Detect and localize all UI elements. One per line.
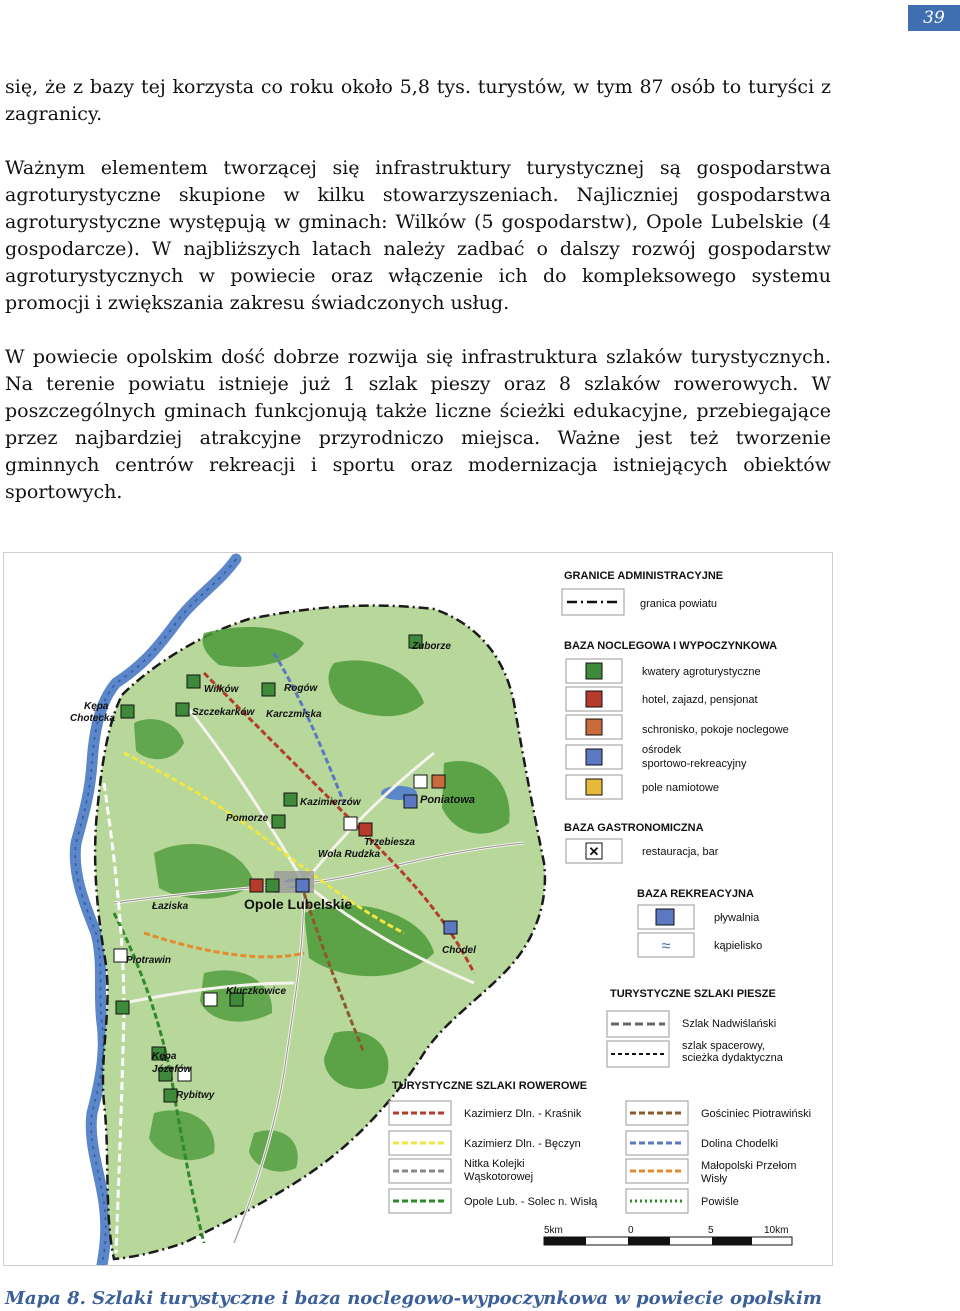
scale-label: 5km	[544, 1225, 563, 1236]
legend-lodging-item: sportowo-rekreacyjny	[642, 758, 747, 770]
legend-bike-title: TURYSTYCZNE SZLAKI ROWEROWE	[392, 1080, 588, 1092]
place-label: Karczmiska	[266, 709, 322, 720]
place-label: Kępa	[152, 1051, 177, 1062]
legend-bike-item: Powiśle	[701, 1196, 739, 1208]
legend-bike-item: Gościniec Piotrawiński	[701, 1108, 812, 1120]
place-label: Poniatowa	[420, 794, 476, 806]
map-caption: Mapa 8. Szlaki turystyczne i baza noclegowo-wypoczynkowa w powiecie opolskim	[5, 1288, 822, 1309]
scale-label: 5	[708, 1225, 714, 1236]
legend-lodging-item: hotel, zajazd, pensjonat	[642, 694, 758, 706]
legend-lodging-item: ośrodek	[642, 744, 682, 756]
legend-rec-item: kąpielisko	[714, 940, 763, 952]
legend-lodging-item: schronisko, pokoje noclegowe	[642, 724, 789, 736]
place-label: Kluczkowice	[226, 986, 287, 997]
place-label: Piotrawin	[126, 955, 172, 966]
legend-lodging-item: kwatery agroturystyczne	[642, 666, 761, 678]
paragraph-2: Ważnym elementem tworzącej się infrastruktury turystycznej są gospodarstwa agroturystyczne skupione w kilku stowarzyszeniach. Najliczniej gospodarstwa agroturystyczne występują w gminach: Wilków (5 gospodarstw), Opole Lubelskie (4 gospodarcze). W najbliższych latach należy zadbać o dalszy rozwój gospodarstw agroturystycznych w powiecie oraz włączenie ich do kompleksowego systemu promocji i zwiększania zakresu świadczonych usług.	[5, 157, 831, 314]
scale-label: 0	[628, 1225, 634, 1236]
legend-bike-item: Wisły	[701, 1173, 728, 1185]
place-label: Wilków	[204, 684, 239, 695]
cross-mark-icon: ✕	[588, 844, 600, 859]
beach-wave-icon: ≈	[661, 938, 671, 955]
place-label: Rogów	[284, 683, 318, 694]
legend-rec-item: pływalnia	[714, 912, 760, 924]
tourism-map	[3, 552, 833, 1266]
scale-label: 10km	[764, 1225, 789, 1236]
agrotourism-icon	[586, 663, 602, 679]
legend-bike-item: Wąskotorowej	[464, 1171, 534, 1183]
hostel-icon	[586, 719, 602, 735]
legend-bike-item: Małopolski Przełom	[701, 1160, 797, 1172]
pool-icon	[656, 909, 674, 925]
legend-gastro-item: restauracja, bar	[642, 846, 719, 858]
place-label: Kępa	[84, 701, 109, 712]
recreation-center-icon	[586, 749, 602, 765]
legend-bike-item: Kazimierz Dln. - Bęczyn	[464, 1138, 581, 1150]
legend-rec-title: BAZA REKREACYJNA	[637, 888, 754, 900]
legend-bike-item: Nitka Kolejki	[464, 1158, 525, 1170]
place-label: Łaziska	[152, 901, 189, 912]
legend-lodging-item: pole namiotowe	[642, 782, 720, 794]
legend-lodging-title: BAZA NOCLEGOWA I WYPOCZYNKOWA	[564, 640, 778, 652]
legend-admin-title: GRANICE ADMINISTRACYJNE	[564, 570, 724, 582]
place-label: Trzebiesza	[364, 837, 415, 848]
body-text	[5, 74, 831, 533]
legend-bike-item: Dolina Chodelki	[701, 1138, 779, 1150]
legend-gastro-title: BAZA GASTRONOMICZNA	[564, 822, 704, 834]
place-label: Zuborze	[412, 641, 451, 652]
place-label: Pomorze	[226, 813, 269, 824]
scale-bar	[544, 1225, 792, 1245]
legend-walk-item: Szlak Nadwiślański	[682, 1018, 777, 1030]
place-label: Rybitwy	[176, 1090, 215, 1101]
hotel-icon	[586, 691, 602, 707]
place-label: Opole Lubelskie	[244, 896, 353, 912]
place-label: Szczekarków	[192, 707, 255, 718]
legend-admin-item: granica powiatu	[640, 598, 718, 610]
page-number: 39	[908, 5, 960, 31]
place-label: Chotecka	[70, 713, 116, 724]
place-label: Chodel	[442, 945, 476, 956]
paragraph-3: W powiecie opolskim dość dobrze rozwija się infrastruktura szlaków turystycznych. Na terenie powiatu istnieje już 1 szlak pieszy oraz 8 szlaków rowerowych. W poszczególnych gminach funkcjonują także liczne ścieżki edukacyjne, przebiegające przez najbardziej atrakcyjne przyrodniczo miejsca. Ważne jest też tworzenie gminnych centrów rekreacji i sportu oraz modernizacja istniejących obiektów sportowych.	[5, 346, 831, 503]
legend-walk-item: scieżka dydaktyczna	[682, 1052, 783, 1064]
place-label: Józefów	[152, 1064, 192, 1075]
paragraph-1: się, że z bazy tej korzysta co roku około 5,8 tys. turystów, w tym 87 osób to turyści z zagranicy.	[5, 76, 831, 125]
legend-bike-item: Kazimierz Dln. - Kraśnik	[464, 1108, 582, 1120]
campsite-icon	[586, 779, 602, 795]
legend-bike-item: Opole Lub. - Solec n. Wisłą	[464, 1196, 598, 1208]
place-label: Wola Rudzka	[318, 849, 381, 860]
legend-walk-title: TURYSTYCZNE SZLAKI PIESZE	[610, 988, 776, 1000]
legend-walk-item: szlak spacerowy,	[682, 1040, 765, 1052]
place-label: Kazimierzów	[300, 797, 361, 808]
